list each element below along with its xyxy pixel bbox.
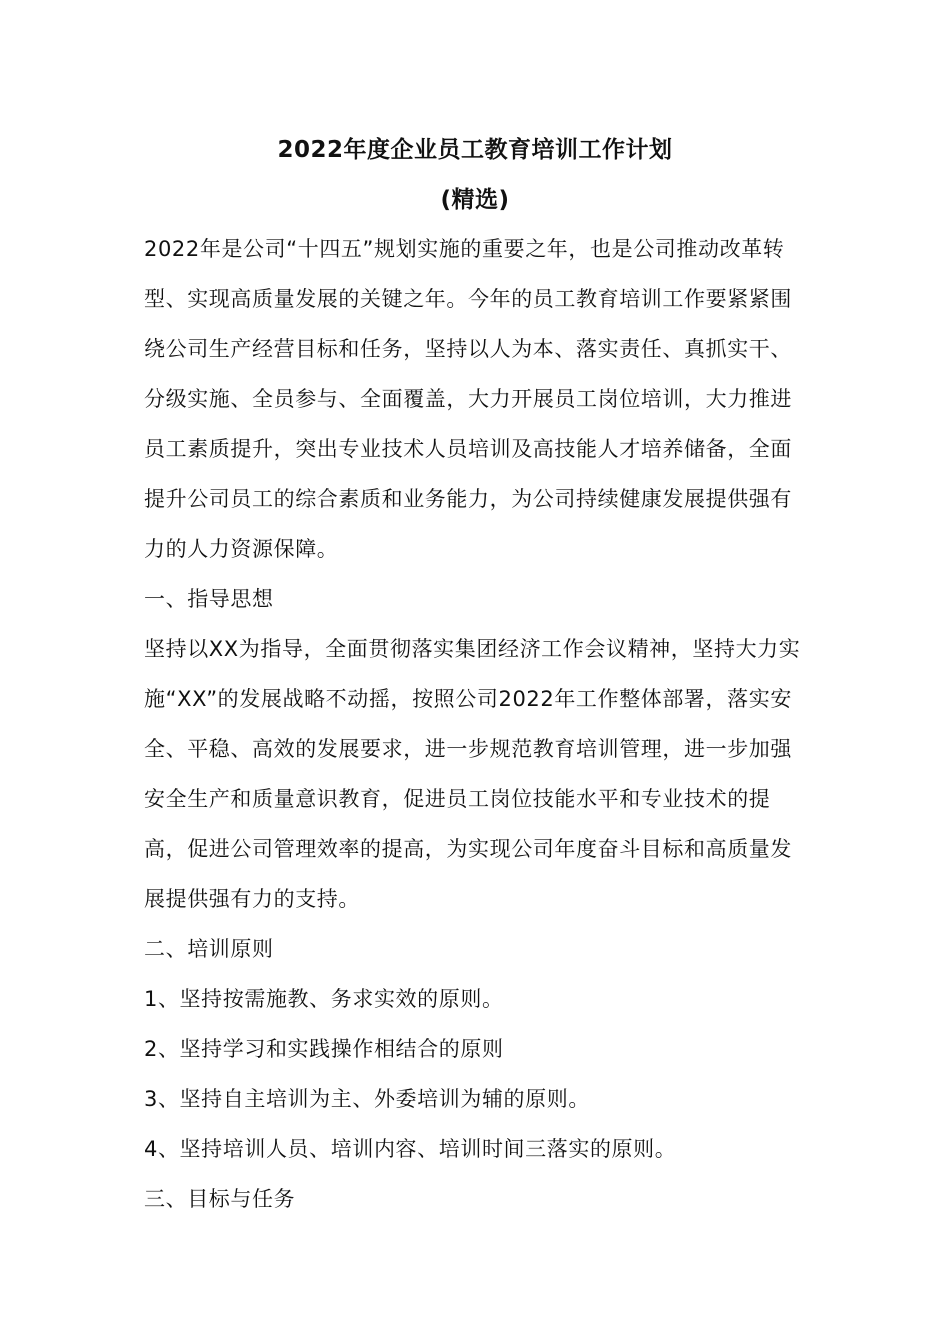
document-title: 2022年度企业员工教育培训工作计划 (277, 137, 673, 163)
principle-item: 1、坚持按需施教、务求实效的原则。 (144, 987, 504, 1011)
section-heading-guiding-ideology: 一、指导思想 (144, 587, 274, 611)
document-subtitle: (精选) (440, 187, 510, 213)
principle-item: 3、坚持自主培训为主、外委培训为辅的原则。 (144, 1087, 590, 1111)
document-body (144, 224, 808, 1224)
principle-item: 4、坚持培训人员、培训内容、培训时间三落实的原则。 (144, 1137, 677, 1161)
section-heading-training-principles: 二、培训原则 (144, 937, 274, 961)
section-heading-goals-tasks: 三、目标与任务 (144, 1187, 296, 1211)
guiding-ideology-paragraph: 坚持以XX为指导，全面贯彻落实集团经济工作会议精神，坚持大力实施“XX”的发展战略不动摇，按照公司2022年工作整体部署，落实安全、平稳、高效的发展要求，进一步规范教育培训管理，进一步加强安全生产和质量意识教育，促进员工岗位技能水平和专业技术的提高，促进公司管理效率的提高，为实现公司年度奋斗目标和高质量发展提供强有力的支持。 (144, 637, 801, 911)
principle-item: 2、坚持学习和实践操作相结合的原则 (144, 1037, 504, 1061)
intro-paragraph: 2022年是公司“十四五”规划实施的重要之年，也是公司推动改革转型、实现高质量发展的关键之年。今年的员工教育培训工作要紧紧围绕公司生产经营目标和任务，坚持以人为本、落实责任、真抓实干、分级实施、全员参与、全面覆盖，大力开展员工岗位培训，大力推进员工素质提升，突出专业技术人员培训及高技能人才培养储备，全面提升公司员工的综合素质和业务能力，为公司持续健康发展提供强有力的人力资源保障。 (144, 237, 792, 561)
